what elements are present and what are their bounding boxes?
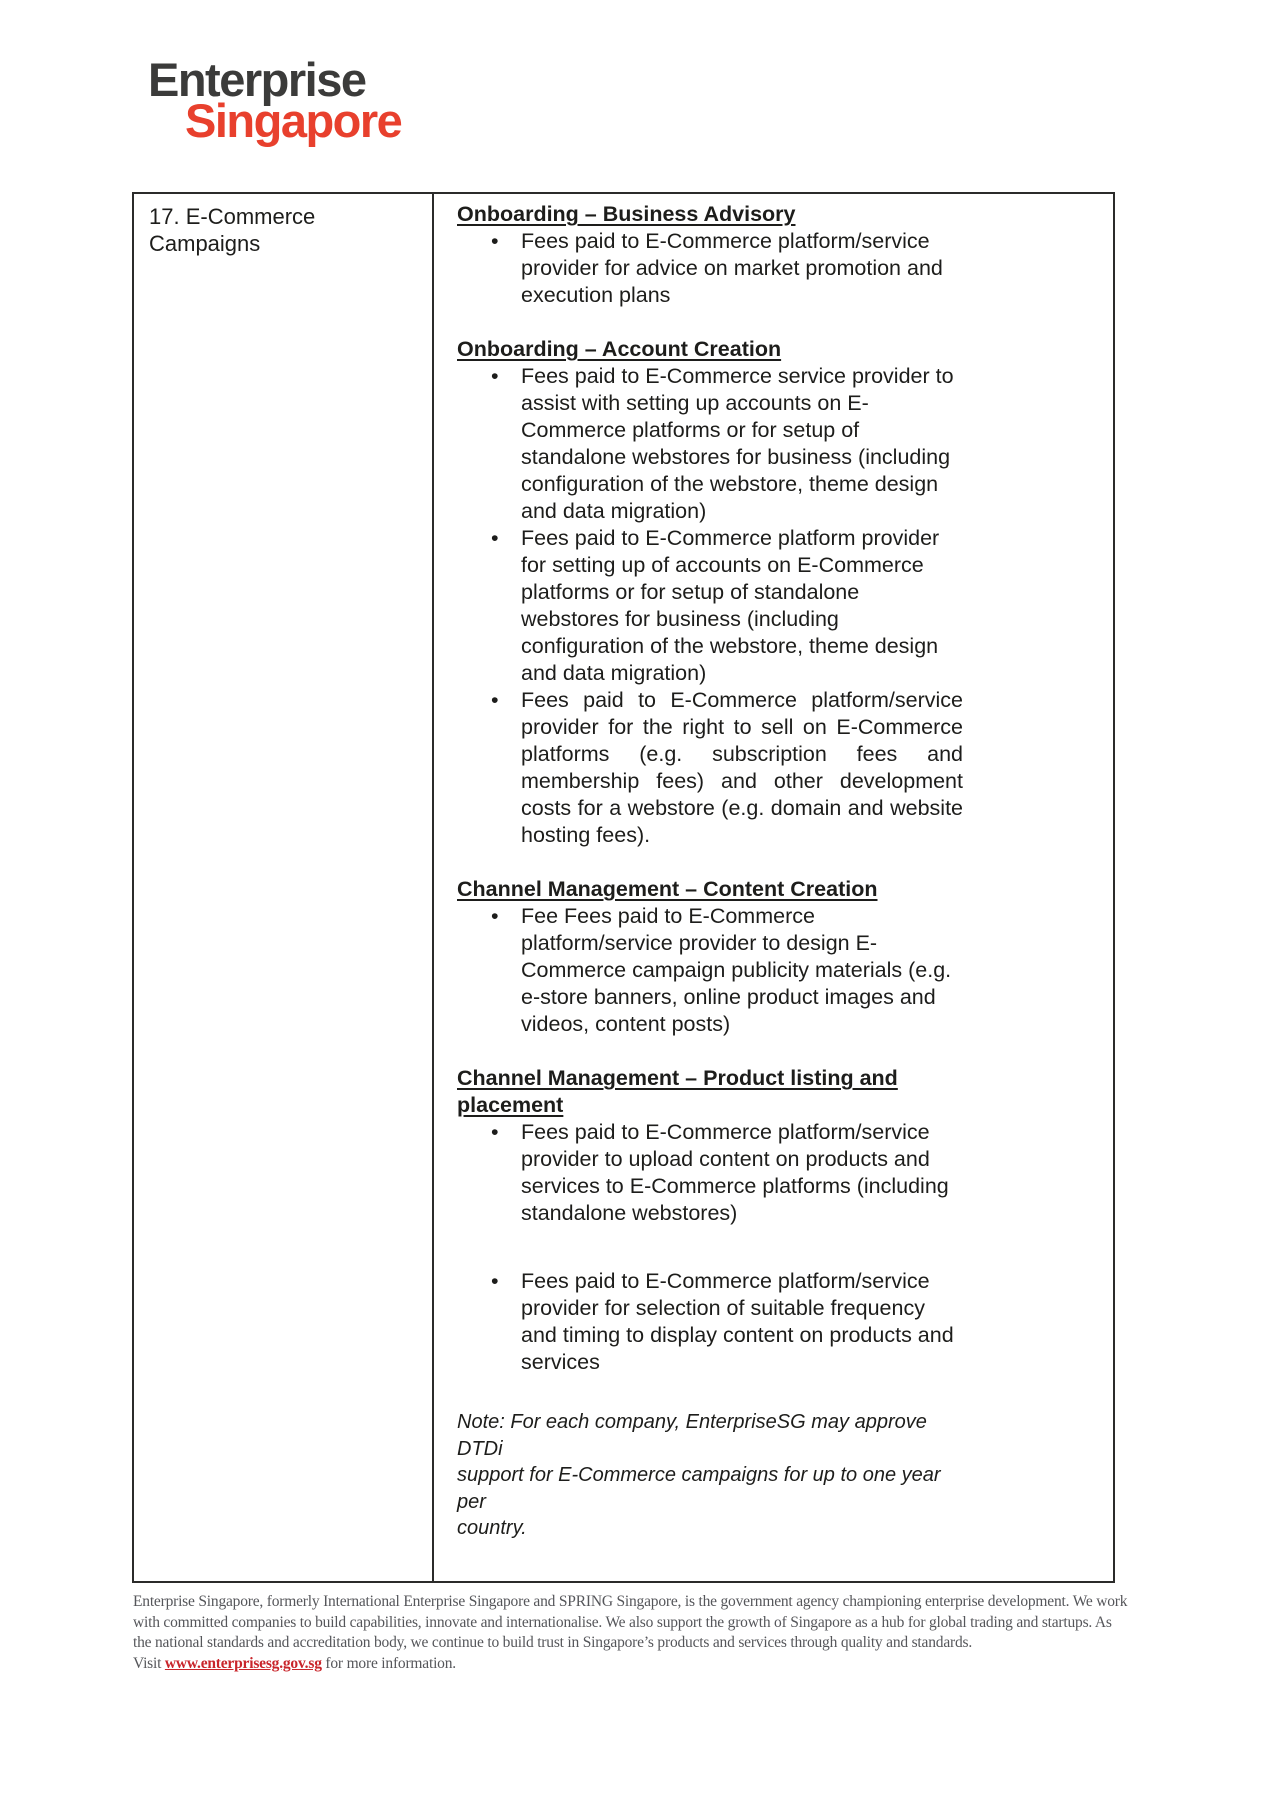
section-heading: Channel Management – Content Creation	[457, 877, 878, 901]
section-heading: Onboarding – Business Advisory	[457, 202, 796, 226]
bullet-item: • Fees paid to E-Commerce platform/service provider to upload content on products and services to E-Commerce platforms (including standalone webstores)	[521, 1119, 963, 1227]
bullet-list	[457, 228, 963, 309]
table-cell-details	[434, 194, 1113, 1581]
logo-text-singapore: Singapore	[185, 94, 402, 147]
bullet-item: • Fee Fees paid to E-Commerce platform/service provider to design E-Commerce campaign publicity materials (e.g. e-store banners, online product images and videos, content posts)	[521, 903, 963, 1038]
logo-text-enterprise: Enterprise	[148, 53, 366, 106]
bullet-item: • Fees paid to E-Commerce platform/service provider for selection of suitable frequency and timing to display content on products and services	[521, 1268, 963, 1376]
bullet-list	[457, 363, 963, 849]
footer-line: the national standards and accreditation body, we continue to build trust in Singapore’s products and services through quality and standards.	[133, 1634, 973, 1651]
note-line: country.	[457, 1517, 527, 1539]
table-cell-category	[134, 194, 434, 1581]
bullet-item: • Fees paid to E-Commerce platform provider for setting up of accounts on E-Commerce platforms or for setup of standalone webstores for business (including configuration of the webstore, theme design and data migration)	[521, 525, 963, 687]
bullet-item: • Fees paid to E-Commerce service provider to assist with setting up accounts on E-Commerce platforms or for setup of standalone webstores for business (including configuration of the webstore, theme design and data migration)	[521, 363, 963, 525]
visit-suffix: for more information.	[321, 1654, 456, 1672]
section-heading: Onboarding – Account Creation	[457, 337, 782, 361]
footer-line: with committed companies to build capabilities, innovate and internationalise. We also support the growth of Singapore as a hub for global trading and startups. As	[133, 1613, 1112, 1631]
dtdi-support-table	[132, 192, 1115, 1583]
bullet-list	[457, 1119, 963, 1376]
footer	[133, 1592, 1138, 1674]
enterprisesg-website-link[interactable]: www.enterprisesg.gov.sg	[164, 1654, 322, 1672]
enterprise-singapore-logo	[148, 53, 402, 147]
note-line: Note: For each company, EnterpriseSG may approve DTDi	[457, 1411, 927, 1460]
visit-prefix: Visit	[133, 1654, 165, 1672]
row-label: 17. E-Commerce Campaigns	[149, 204, 316, 256]
section-heading: Channel Management – Product listing and placement	[457, 1066, 898, 1117]
bullet-item: • Fees paid to E-Commerce platform/service provider for the right to sell on E-Commerce platforms (e.g. subscription fees and membership fees) and other development costs for a webstore (e.g. domain and website hosting fees).	[521, 687, 963, 849]
bullet-item: • Fees paid to E-Commerce platform/service provider for advice on market promotion and execution plans	[521, 228, 963, 309]
note-text	[457, 1409, 963, 1542]
bullet-list	[457, 903, 963, 1038]
footer-visit-line	[133, 1654, 1138, 1675]
footer-line: Enterprise Singapore, formerly International Enterprise Singapore and SPRING Singapore, is the government agency championing enterprise development. We work	[133, 1593, 1128, 1610]
note-line: support for E-Commerce campaigns for up to one year per	[457, 1464, 941, 1513]
